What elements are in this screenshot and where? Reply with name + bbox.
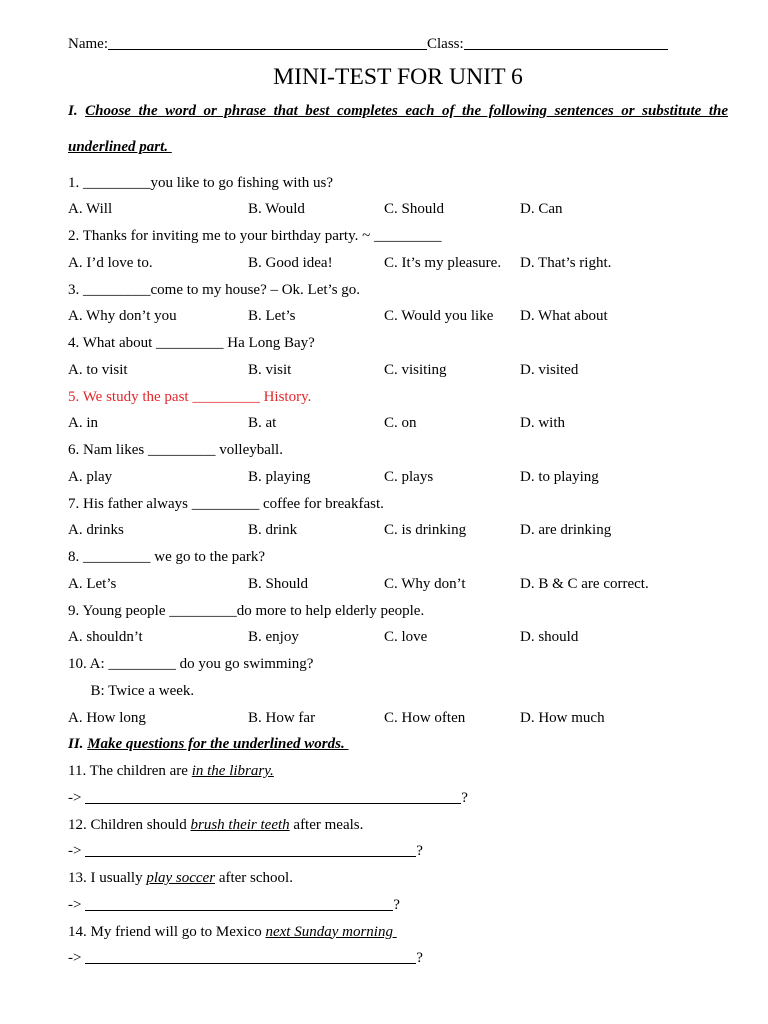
section-1-instruction-continued: underlined part. [68, 139, 172, 155]
question-13-underlined-words: play soccer [146, 870, 216, 887]
section-1-number: I. [68, 103, 78, 119]
question-8-option-b: B. Should [248, 575, 309, 592]
question-14-stem [68, 919, 728, 946]
question-10-option-a: A. How long [68, 709, 146, 726]
question-11-text: 11. The children are [68, 763, 192, 780]
question-1-stem: 1. _________you like to go fishing with us? [68, 174, 333, 191]
question-4-stem: 4. What about _________ Ha Long Bay? [68, 335, 315, 352]
arrow-prefix: -> [68, 843, 82, 860]
question-13-text-after: after school. [215, 870, 293, 887]
section-1-instruction-line-1 [68, 93, 728, 129]
question-8-stem: 8. _________ we go to the park? [68, 549, 266, 566]
question-7-options [68, 517, 728, 544]
class-blank-line [464, 49, 668, 50]
question-11-stem [68, 758, 728, 785]
question-4-option-a: A. to visit [68, 361, 128, 378]
answer-line-13 [68, 892, 728, 919]
section-1-heading [68, 93, 728, 165]
page-title: MINI-TEST FOR UNIT 6 [273, 64, 523, 90]
questions-body [68, 170, 728, 973]
answer-blank-line [85, 963, 416, 964]
question-12-text-after: after meals. [289, 816, 364, 833]
answer-line-14 [68, 945, 728, 972]
question-4-option-c: C. visiting [384, 361, 447, 378]
question-6-options [68, 464, 728, 491]
question-1-option-c: C. Should [384, 201, 445, 218]
question-10-option-b: B. How far [248, 709, 316, 726]
question-3-option-b: B. Let’s [248, 308, 296, 325]
answer-line-12 [68, 838, 728, 865]
section-2-instruction: Make questions for the underlined words. [87, 736, 349, 753]
question-4-options [68, 357, 728, 384]
question-7-option-a: A. drinks [68, 522, 124, 539]
question-2-option-a: A. I’d love to. [68, 254, 153, 271]
arrow-prefix: -> [68, 950, 82, 967]
question-7-option-c: C. is drinking [384, 522, 467, 539]
question-6-option-a: A. play [68, 468, 113, 485]
question-12-text: 12. Children should [68, 816, 191, 833]
question-9-option-d: D. should [520, 629, 579, 646]
question-10-dialogue-reply: B: Twice a week. [90, 682, 195, 699]
question-3-option-c: C. Would you like [384, 308, 494, 325]
question-2-option-d: D. That’s right. [520, 254, 612, 271]
section-1-instruction-line-2 [68, 129, 728, 165]
answer-blank-line [85, 803, 461, 804]
arrow-prefix: -> [68, 789, 82, 806]
question-3-option-d: D. What about [520, 308, 608, 325]
question-14-underlined-words: next Sunday morning [265, 923, 397, 940]
section-2-heading [68, 731, 728, 758]
question-1-option-d: D. Can [520, 201, 563, 218]
question-2-option-b: B. Good idea! [248, 254, 333, 271]
question-5-stem: 5. We study the past _________ History. [68, 388, 312, 405]
question-10-option-c: C. How often [384, 709, 466, 726]
question-8-option-d: D. B & C are correct. [520, 575, 649, 592]
question-2-option-c: C. It’s my pleasure. [384, 254, 502, 271]
question-mark: ? [416, 843, 423, 860]
name-class-row [68, 31, 668, 57]
question-5-option-d: D. with [520, 415, 565, 432]
question-13-text: 13. I usually [68, 870, 147, 887]
question-11-underlined-words: in the library. [191, 763, 274, 780]
question-1-option-b: B. Would [248, 201, 305, 218]
question-4-option-b: B. visit [248, 361, 292, 378]
question-13-stem [68, 865, 728, 892]
question-14-text: 14. My friend will go to Mexico [68, 923, 266, 940]
name-blank-line [108, 49, 427, 50]
question-3-option-a: A. Why don’t you [68, 308, 177, 325]
arrow-prefix: -> [68, 896, 82, 913]
question-2-options [68, 250, 728, 277]
question-mark: ? [393, 896, 400, 913]
question-7-stem: 7. His father always _________ coffee for breakfast. [68, 495, 384, 512]
question-12-underlined-words: brush their teeth [190, 816, 290, 833]
question-9-option-c: C. love [384, 629, 428, 646]
question-5-option-b: B. at [248, 415, 277, 432]
question-10-stem: 10. A: _________ do you go swimming? [68, 656, 314, 673]
question-8-option-c: C. Why don’t [384, 575, 466, 592]
question-1-options [68, 196, 728, 223]
question-6-option-c: C. plays [384, 468, 434, 485]
question-3-stem: 3. _________come to my house? – Ok. Let’s go. [68, 281, 361, 298]
section-2-number: II. [68, 736, 84, 753]
question-8-option-a: A. Let’s [68, 575, 117, 592]
question-4-option-d: D. visited [520, 361, 579, 378]
question-9-option-b: B. enjoy [248, 629, 299, 646]
class-label: Class: [426, 36, 464, 52]
question-9-options [68, 624, 728, 651]
question-10-options [68, 705, 728, 732]
question-7-option-d: D. are drinking [520, 522, 612, 539]
question-mark: ? [416, 950, 423, 967]
name-label: Name: [68, 36, 108, 52]
question-9-stem: 9. Young people _________do more to help elderly people. [68, 602, 425, 619]
question-5-option-c: C. on [384, 415, 417, 432]
question-6-option-d: D. to playing [520, 468, 599, 485]
question-3-options [68, 303, 728, 330]
question-10-option-d: D. How much [520, 709, 605, 726]
question-9-option-a: A. shouldn’t [68, 629, 143, 646]
question-6-option-b: B. playing [248, 468, 311, 485]
question-1-option-a: A. Will [68, 201, 113, 218]
answer-blank-line [85, 910, 393, 911]
answer-line-11 [68, 785, 728, 812]
question-5-options [68, 410, 728, 437]
question-mark: ? [461, 789, 468, 806]
question-12-stem [68, 812, 728, 839]
answer-blank-line [85, 856, 416, 857]
question-5-option-a: A. in [68, 415, 98, 432]
question-2-stem: 2. Thanks for inviting me to your birthday party. ~ _________ [68, 228, 442, 245]
question-6-stem: 6. Nam likes _________ volleyball. [68, 442, 283, 459]
section-1-instruction: Choose the word or phrase that best completes each of the following sentences or substitute the [85, 103, 728, 119]
question-8-options [68, 571, 728, 598]
question-7-option-b: B. drink [248, 522, 298, 539]
